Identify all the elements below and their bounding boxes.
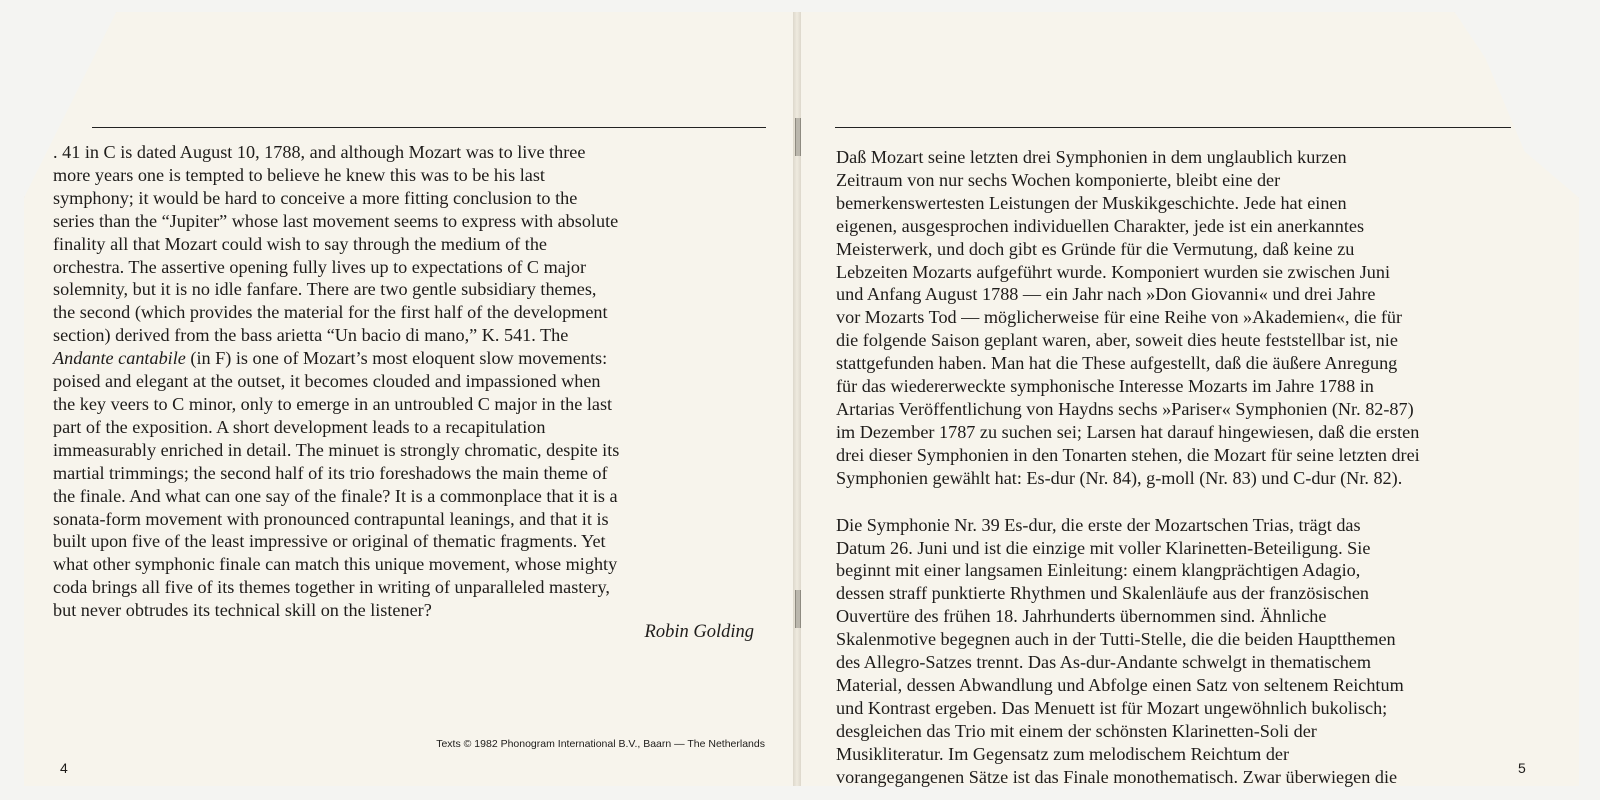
text-line: solemnity, but it is no idle fanfare. There are two gentle subsidiary themes, (53, 279, 597, 300)
text-line: Musikliteratur. Im Gegensatz zum melodischem Reichtum der (836, 743, 1290, 764)
text-line: built upon five of the least impressive or original of thematic fragments. Yet (53, 531, 606, 552)
text-line: drei dieser Symphonien in den Tonarten stehen, die Mozart für seine letzten drei (836, 444, 1420, 465)
text-line: und Anfang August 1788 — ein Jahr nach »Don Giovanni« und drei Jahre (836, 284, 1376, 305)
text-line: sonata-form movement with pronounced contrapuntal leanings, and that it is (53, 508, 609, 529)
text-line: Skalenmotive begegnen auch in der Tutti-Stelle, die die beiden Hauptthemen (836, 629, 1396, 650)
text-line: dessen straff punktierte Rhythmen und Skalenläufe aus der französischen (836, 583, 1370, 604)
text-line: section) derived from the bass arietta “Un bacio di mano,” K. 541. The (53, 325, 569, 346)
text-line: what other symphonic finale can match this unique movement, whose mighty (53, 554, 618, 575)
staple-top (795, 118, 801, 156)
text-line: coda brings all five of its themes together in writing of unparalleled mastery, (53, 577, 610, 598)
text-line: more years one is tempted to believe he knew this was to be his last (53, 164, 545, 185)
text-line: martial trimmings; the second half of its trio foreshadows the main theme of (53, 462, 608, 483)
text-line: im Dezember 1787 zu suchen sei; Larsen hat darauf hingewiesen, daß die ersten (836, 421, 1420, 442)
left-header-rule (92, 127, 766, 128)
text-line: Artarias Veröffentlichung von Haydns sechs »Pariser« Symphonien (Nr. 82-87) (836, 398, 1414, 419)
text-line: Die Symphonie Nr. 39 Es-dur, die erste der Mozartschen Trias, trägt das (836, 514, 1361, 535)
page-number-left: 4 (60, 760, 68, 776)
right-header-rule (835, 127, 1511, 128)
text-line: orchestra. The assertive opening fully lives up to expectations of C major (53, 256, 587, 277)
author-signature: Robin Golding (644, 622, 754, 642)
text-line: the key veers to C minor, only to emerge in an untroubled C major in the last (53, 393, 613, 414)
text-line: the finale. And what can one say of the finale? It is a commonplace that it is a (53, 485, 618, 506)
text-line: für das wiedererweckte symphonische Interesse Mozarts im Jahre 1788 in (836, 376, 1374, 397)
text-line: vorangegangenen Sätze ist das Finale monothematisch. Zwar überwiegen die (836, 766, 1398, 787)
text-line: the second (which provides the material for the first half of the development (53, 302, 608, 323)
copyright-notice: Texts © 1982 Phonogram International B.V., Baarn — The Netherlands (436, 738, 765, 750)
text-line: vor Mozarts Tod — möglicherweise für eine Reihe von »Akademien«, die für (836, 307, 1403, 328)
text-line: bemerkenswertesten Leistungen der Muskikgeschichte. Jede hat einen (836, 192, 1347, 213)
text-line: Material, dessen Abwandlung und Abfolge einen Satz von seltenem Reichtum (836, 674, 1404, 695)
text-line: die folgende Saison geplant waren, aber, soweit dies heute feststellbar ist, nie (836, 330, 1398, 351)
text-line: des Allegro-Satzes trennt. Das As-dur-Andante schwelgt in thematischem (836, 652, 1372, 673)
text-line: Ouvertüre des frühen 18. Jahrhunderts übernommen sind. Ähnliche (836, 606, 1327, 627)
text-line: but never obtrudes its technical skill on the listener? (53, 600, 432, 621)
text-line: Meisterwerk, und doch gibt es Gründe für die Vermutung, daß keine zu (836, 238, 1355, 259)
text-line: symphony; it would be hard to conceive a more fitting conclusion to the (53, 187, 578, 208)
text-line: Andante cantabile (in F) is one of Mozart’s most eloquent slow movements: (53, 348, 608, 369)
text-line: Datum 26. Juni und ist die einzige mit voller Klarinetten-Beteiligung. Sie (836, 537, 1371, 558)
text-line: desgleichen das Trio mit einem der schönsten Klarinetten-Soli der (836, 720, 1317, 741)
staple-bottom (795, 590, 801, 628)
text-line: und Kontrast ergeben. Das Menuett ist für Mozart ungewöhnlich bukolisch; (836, 697, 1388, 718)
right-body-text (836, 146, 1520, 788)
page-number-right: 5 (1518, 760, 1526, 776)
text-line: Symphonien gewählt hat: Es-dur (Nr. 84), g-moll (Nr. 83) und C-dur (Nr. 82). (836, 467, 1403, 488)
text-line: finality all that Mozart could wish to say through the medium of the (53, 233, 547, 254)
text-line: eigenen, ausgesprochen individuellen Charakter, jede ist ein anerkanntes (836, 215, 1365, 236)
left-body-text (53, 141, 765, 622)
text-line: Daß Mozart seine letzten drei Symphonien in dem unglaublich kurzen (836, 147, 1347, 167)
text-line: series than the “Jupiter” whose last movement seems to express with absolute (53, 210, 619, 231)
text-line: Zeitraum von nur sechs Wochen komponierte, bleibt eine der (836, 169, 1281, 190)
text-line: stattgefunden haben. Man hat die These aufgestellt, daß die äußere Anregung (836, 353, 1398, 374)
text-line: beginnt mit einer langsamen Einleitung: einem klangprächtigen Adagio, (836, 560, 1361, 581)
text-line: part of the exposition. A short development leads to a recapitulation (53, 416, 546, 437)
text-line: Lebzeiten Mozarts aufgeführt wurde. Komponiert wurden sie zwischen Juni (836, 261, 1391, 282)
text-line: immeasurably enriched in detail. The minuet is strongly chromatic, despite its (53, 439, 620, 460)
paragraph-gap (836, 490, 1520, 514)
text-line: poised and elegant at the outset, it becomes clouded and impassioned when (53, 371, 601, 392)
text-line: . 41 in C is dated August 10, 1788, and although Mozart was to live three (53, 142, 586, 162)
